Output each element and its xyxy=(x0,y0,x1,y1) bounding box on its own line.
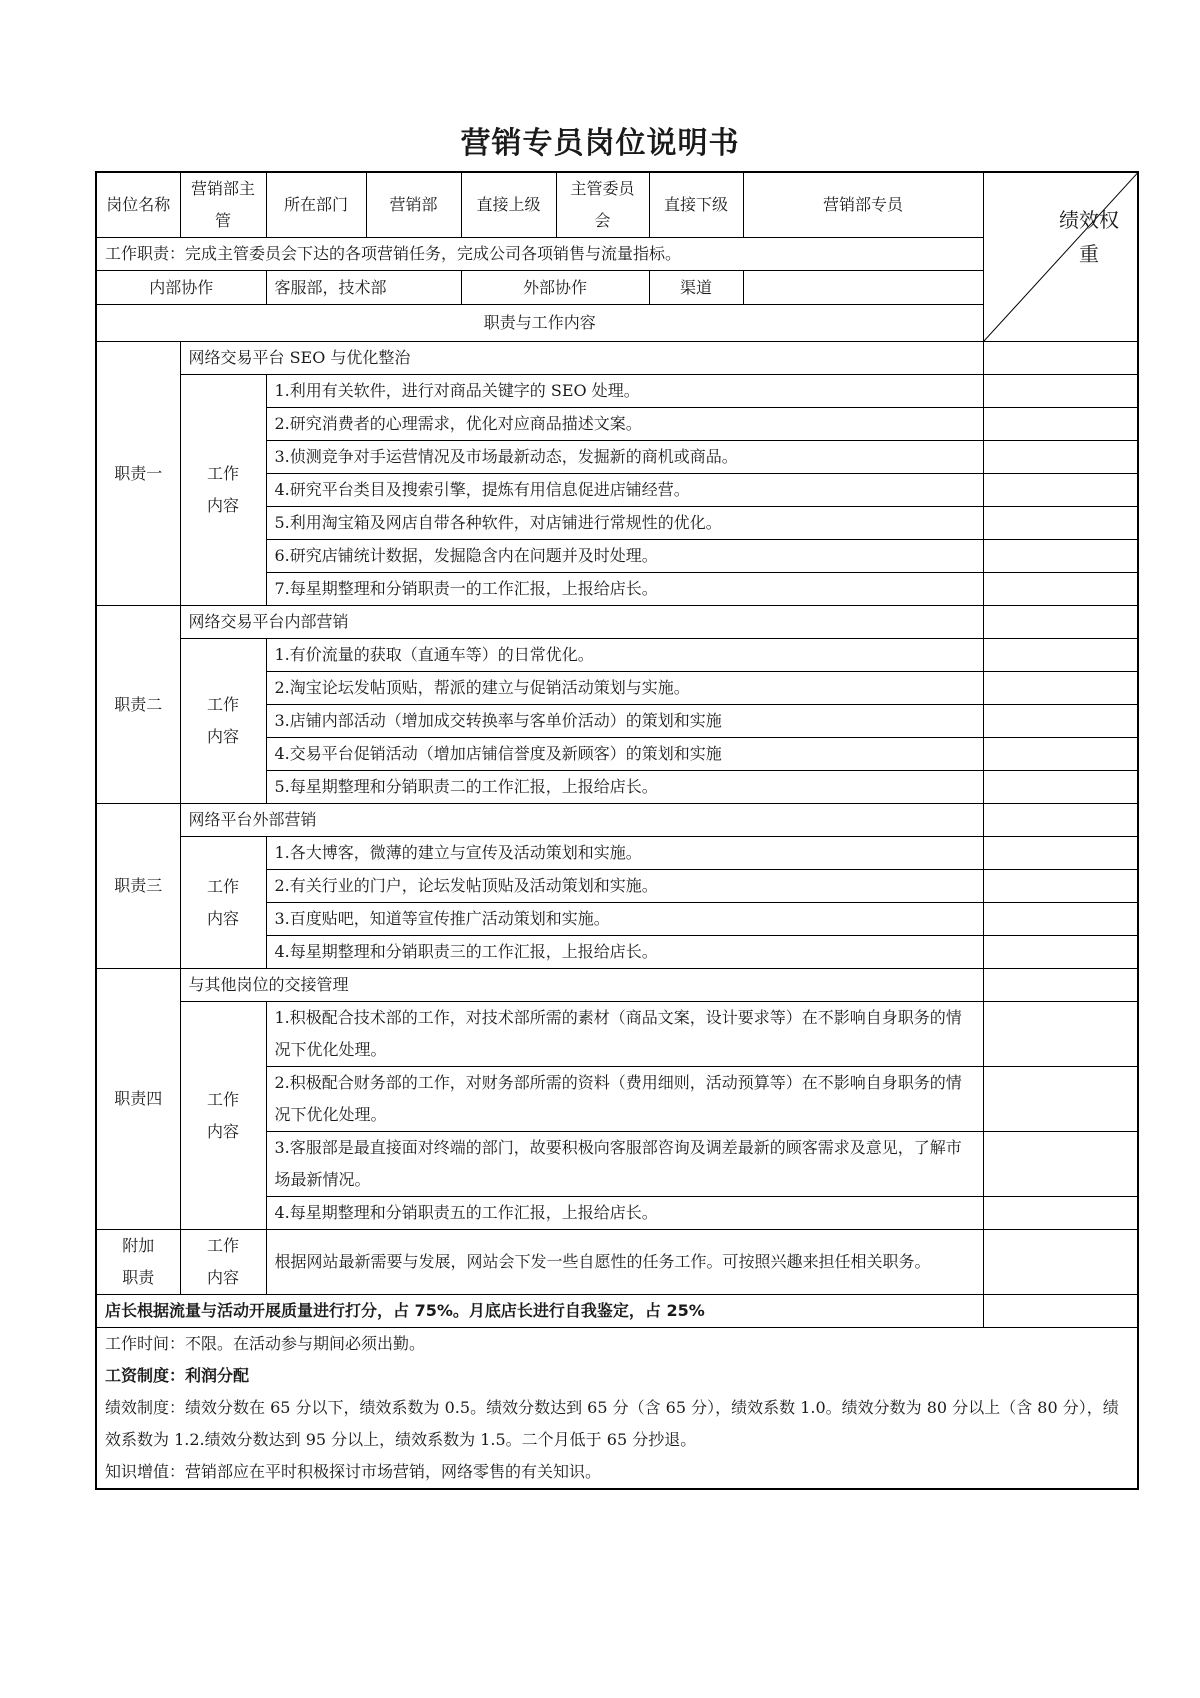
duty-item-row xyxy=(96,639,1138,672)
duty-heading-row xyxy=(96,969,1138,1002)
weight-cell xyxy=(983,408,1138,441)
weight-cell xyxy=(983,639,1138,672)
duty-item: 4.每星期整理和分销职责三的工作汇报，上报给店长。 xyxy=(266,936,983,969)
work-content-label: 工作内容 xyxy=(180,639,266,804)
work-time-text: 工作时间：不限。在活动参与期间必须出勤。 xyxy=(105,1334,426,1353)
subordinate-value: 营销部专员 xyxy=(743,172,983,238)
duty-heading: 与其他岗位的交接管理 xyxy=(180,969,983,1002)
duty-item: 5.每星期整理和分销职责二的工作汇报，上报给店长。 xyxy=(266,771,983,804)
duty-heading: 网络交易平台 SEO 与优化整治 xyxy=(180,342,983,375)
duty-name: 职责二 xyxy=(96,606,180,804)
weight-cell xyxy=(983,705,1138,738)
scoring-text: 店长根据流量与活动开展质量进行打分，占 75%。月底店长进行自我鉴定，占 25% xyxy=(96,1295,983,1328)
weight-cell xyxy=(983,606,1138,639)
duty-item: 4.每星期整理和分销职责五的工作汇报，上报给店长。 xyxy=(266,1197,983,1230)
duty-heading: 网络平台外部营销 xyxy=(180,804,983,837)
duty-item: 1.利用有关软件，进行对商品关键字的 SEO 处理。 xyxy=(266,375,983,408)
weight-cell xyxy=(983,771,1138,804)
duty-item: 3.侦测竞争对手运营情况及市场最新动态，发掘新的商机或商品。 xyxy=(266,441,983,474)
weight-cell xyxy=(983,540,1138,573)
weight-cell xyxy=(983,804,1138,837)
duty-item: 1.积极配合技术部的工作，对技术部所需的素材（商品文案，设计要求等）在不影响自身职务的情况下优化处理。 xyxy=(266,1002,983,1067)
duty-heading-row xyxy=(96,606,1138,639)
scoring-row xyxy=(96,1295,1138,1328)
subordinate-label: 直接下级 xyxy=(649,172,743,238)
duty-item: 2.积极配合财务部的工作，对财务部所需的资料（费用细则，活动预算等）在不影响自身职务的情况下优化处理。 xyxy=(266,1067,983,1132)
weight-cell xyxy=(983,573,1138,606)
performance-weight-header xyxy=(983,172,1138,342)
department-label: 所在部门 xyxy=(266,172,366,238)
job-description-table xyxy=(95,171,1139,1490)
weight-cell xyxy=(983,738,1138,771)
duty-item: 5.利用淘宝箱及网店自带各种软件，对店铺进行常规性的优化。 xyxy=(266,507,983,540)
duty-item: 2.有关行业的门户，论坛发帖顶贴及活动策划和实施。 xyxy=(266,870,983,903)
internal-collab-value: 客服部，技术部 xyxy=(266,271,461,305)
notes-row xyxy=(96,1328,1138,1490)
performance-weight-label: 绩效权重 xyxy=(1059,208,1119,266)
duty-summary: 工作职责：完成主管委员会下达的各项营销任务，完成公司各项销售与流量指标。 xyxy=(96,238,983,271)
weight-cell xyxy=(983,837,1138,870)
weight-cell xyxy=(983,441,1138,474)
duty-heading: 网络交易平台内部营销 xyxy=(180,606,983,639)
external-collab-label: 外部协作 xyxy=(461,271,649,305)
work-content-label: 工作内容 xyxy=(180,837,266,969)
section-title: 职责与工作内容 xyxy=(96,305,983,342)
weight-cell xyxy=(983,474,1138,507)
duty-item-row xyxy=(96,837,1138,870)
weight-cell xyxy=(983,507,1138,540)
department-value: 营销部 xyxy=(366,172,461,238)
page-title: 营销专员岗位说明书 xyxy=(460,126,740,161)
extra-duty-name: 附加职责 xyxy=(96,1230,180,1295)
external-collab-value: 渠道 xyxy=(649,271,743,305)
weight-cell xyxy=(983,969,1138,1002)
weight-cell xyxy=(983,936,1138,969)
work-content-label: 工作内容 xyxy=(180,1002,266,1230)
performance-text: 绩效制度：绩效分数在 65 分以下，绩效系数为 0.5。绩效分数达到 65 分（含 65 分），绩效系数 1.0。绩效分数为 80 分以上（含 80 分），绩效系数为 1.2.绩效分数达到 95 分以上，绩效系数为 1.5。二个月低于 65 分抄退。 xyxy=(105,1398,1119,1449)
weight-cell xyxy=(983,1230,1138,1295)
duty-item: 3.百度贴吧，知道等宣传推广活动策划和实施。 xyxy=(266,903,983,936)
duty-item: 2.研究消费者的心理需求，优化对应商品描述文案。 xyxy=(266,408,983,441)
duty-heading-row xyxy=(96,342,1138,375)
duty-name: 职责一 xyxy=(96,342,180,606)
weight-cell xyxy=(983,1002,1138,1067)
duty-name: 职责三 xyxy=(96,804,180,969)
extra-duty-text: 根据网站最新需要与发展，网站会下发一些自愿性的任务工作。可按照兴趣来担任相关职务。 xyxy=(266,1230,983,1295)
weight-cell xyxy=(983,1132,1138,1197)
weight-cell xyxy=(983,1295,1138,1328)
extra-duty-row xyxy=(96,1230,1138,1295)
duty-item: 4.研究平台类目及搜索引擎，提炼有用信息促进店铺经营。 xyxy=(266,474,983,507)
duty-heading-row xyxy=(96,804,1138,837)
weight-cell xyxy=(983,903,1138,936)
weight-cell xyxy=(983,870,1138,903)
duty-item-row xyxy=(96,375,1138,408)
duty-item: 1.有价流量的获取（直通车等）的日常优化。 xyxy=(266,639,983,672)
duty-item: 7.每星期整理和分销职责一的工作汇报，上报给店长。 xyxy=(266,573,983,606)
duty-item: 1.各大博客，微薄的建立与宣传及活动策划和实施。 xyxy=(266,837,983,870)
salary-text: 工资制度：利润分配 xyxy=(105,1366,250,1385)
header-empty-cell xyxy=(743,271,983,305)
weight-cell xyxy=(983,375,1138,408)
position-label: 岗位名称 xyxy=(96,172,180,238)
duty-item: 6.研究店铺统计数据，发掘隐含内在问题并及时处理。 xyxy=(266,540,983,573)
duty-name: 职责四 xyxy=(96,969,180,1230)
notes-cell xyxy=(96,1328,1138,1490)
extra-duty-label: 工作内容 xyxy=(180,1230,266,1295)
weight-cell xyxy=(983,672,1138,705)
internal-collab-label: 内部协作 xyxy=(96,271,266,305)
weight-cell xyxy=(983,1197,1138,1230)
duty-item-row xyxy=(96,1002,1138,1067)
work-content-label: 工作内容 xyxy=(180,375,266,606)
duty-item: 3.店铺内部活动（增加成交转换率与客单价活动）的策划和实施 xyxy=(266,705,983,738)
duty-item: 4.交易平台促销活动（增加店铺信誉度及新顾客）的策划和实施 xyxy=(266,738,983,771)
weight-cell xyxy=(983,342,1138,375)
duty-item: 2.淘宝论坛发帖顶贴，帮派的建立与促销活动策划与实施。 xyxy=(266,672,983,705)
weight-cell xyxy=(983,1067,1138,1132)
position-value: 营销部主管 xyxy=(180,172,266,238)
superior-label: 直接上级 xyxy=(461,172,556,238)
knowledge-text: 知识增值：营销部应在平时积极探讨市场营销，网络零售的有关知识。 xyxy=(105,1462,602,1481)
duty-item: 3.客服部是最直接面对终端的部门，故要积极向客服部咨询及调差最新的顾客需求及意见，了解市场最新情况。 xyxy=(266,1132,983,1197)
superior-value: 主管委员会 xyxy=(556,172,649,238)
